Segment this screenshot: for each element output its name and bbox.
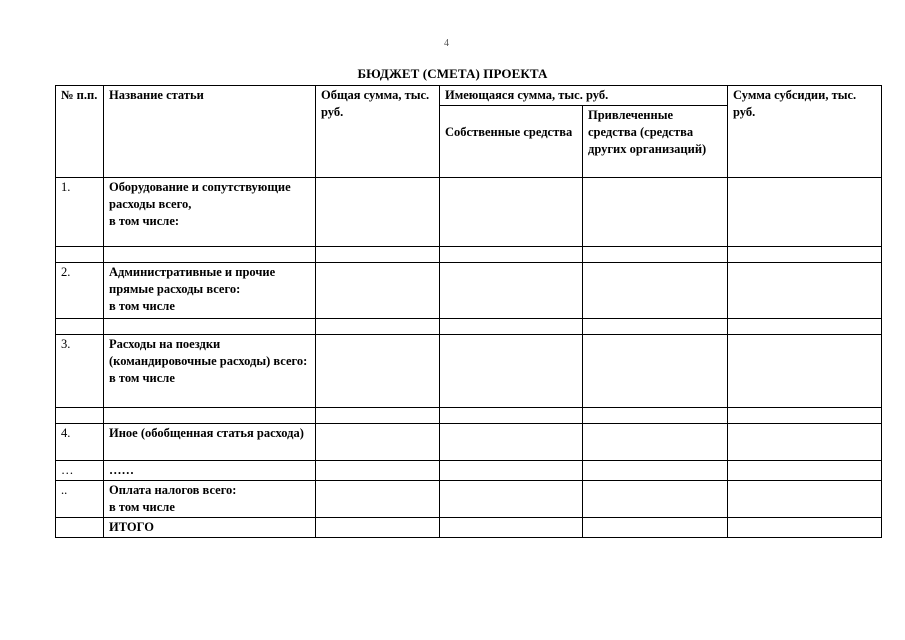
row-name-text: Расходы на поездки (командировочные расходы) всего: xyxy=(109,337,308,368)
cell-attracted[interactable] xyxy=(583,263,728,319)
table-row-blank xyxy=(56,408,882,424)
cell-total[interactable] xyxy=(316,424,440,461)
row-name-text: Административные и прочие прямые расходы всего: xyxy=(109,265,276,296)
table-row-blank xyxy=(56,247,882,263)
header-attracted: Привлеченные средства (средства других организаций) xyxy=(583,106,728,178)
row-num xyxy=(56,518,104,538)
row-sub-text: в том числе: xyxy=(109,214,180,228)
cell-total[interactable] xyxy=(316,481,440,518)
row-num: 4. xyxy=(56,424,104,461)
header-total: Общая сумма, тыс. руб. xyxy=(316,86,440,178)
row-name: Иное (обобщенная статья расхода) xyxy=(104,424,316,461)
document-title: БЮДЖЕТ (СМЕТА) ПРОЕКТА xyxy=(357,66,548,81)
cell-subsidy[interactable] xyxy=(728,424,882,461)
header-own-text: Собственные средства xyxy=(445,125,573,139)
row-name: …… xyxy=(104,461,316,481)
page-number: 4 xyxy=(444,38,449,49)
cell-subsidy[interactable] xyxy=(728,518,882,538)
row-num: 1. xyxy=(56,178,104,247)
cell-own[interactable] xyxy=(440,178,583,247)
header-name: Название статьи xyxy=(104,86,316,178)
cell-attracted[interactable] xyxy=(583,335,728,408)
cell-total[interactable] xyxy=(316,335,440,408)
cell-own[interactable] xyxy=(440,461,583,481)
cell-subsidy[interactable] xyxy=(728,481,882,518)
cell-own[interactable] xyxy=(440,335,583,408)
row-num: 3. xyxy=(56,335,104,408)
budget-table xyxy=(55,85,882,538)
table-row xyxy=(56,335,882,408)
row-num: .. xyxy=(56,481,104,518)
table-row-blank xyxy=(56,319,882,335)
cell-total[interactable] xyxy=(316,461,440,481)
table-row xyxy=(56,263,882,319)
row-num: 2. xyxy=(56,263,104,319)
cell-attracted[interactable] xyxy=(583,518,728,538)
cell-subsidy[interactable] xyxy=(728,461,882,481)
table-row xyxy=(56,481,882,518)
header-available: Имеющаяся сумма, тыс. руб. xyxy=(440,86,728,106)
total-row xyxy=(56,518,882,538)
row-sub-text: в том числе xyxy=(109,500,175,514)
row-name-text: Оплата налогов всего: xyxy=(109,483,237,497)
cell-attracted[interactable] xyxy=(583,461,728,481)
row-num: … xyxy=(56,461,104,481)
cell-own[interactable] xyxy=(440,263,583,319)
table-row xyxy=(56,178,882,247)
cell-own[interactable] xyxy=(440,481,583,518)
cell-total[interactable] xyxy=(316,518,440,538)
row-name xyxy=(104,481,316,518)
row-name xyxy=(104,335,316,408)
header-row xyxy=(56,86,882,106)
row-sub-text: в том числе xyxy=(109,299,175,313)
header-num: № п.п. xyxy=(56,86,104,178)
cell-own[interactable] xyxy=(440,424,583,461)
cell-attracted[interactable] xyxy=(583,424,728,461)
cell-own[interactable] xyxy=(440,518,583,538)
table-row xyxy=(56,424,882,461)
row-name xyxy=(104,263,316,319)
header-subsidy: Сумма субсидии, тыс. руб. xyxy=(728,86,882,178)
cell-subsidy[interactable] xyxy=(728,335,882,408)
row-name: ИТОГО xyxy=(104,518,316,538)
row-sub-text: в том числе xyxy=(109,371,175,385)
row-name-text: Оборудование и сопутствующие расходы всего, xyxy=(109,180,291,211)
cell-total[interactable] xyxy=(316,178,440,247)
cell-attracted[interactable] xyxy=(583,178,728,247)
header-own xyxy=(440,106,583,178)
table-row xyxy=(56,461,882,481)
cell-subsidy[interactable] xyxy=(728,263,882,319)
cell-subsidy[interactable] xyxy=(728,178,882,247)
cell-total[interactable] xyxy=(316,263,440,319)
cell-attracted[interactable] xyxy=(583,481,728,518)
row-name xyxy=(104,178,316,247)
